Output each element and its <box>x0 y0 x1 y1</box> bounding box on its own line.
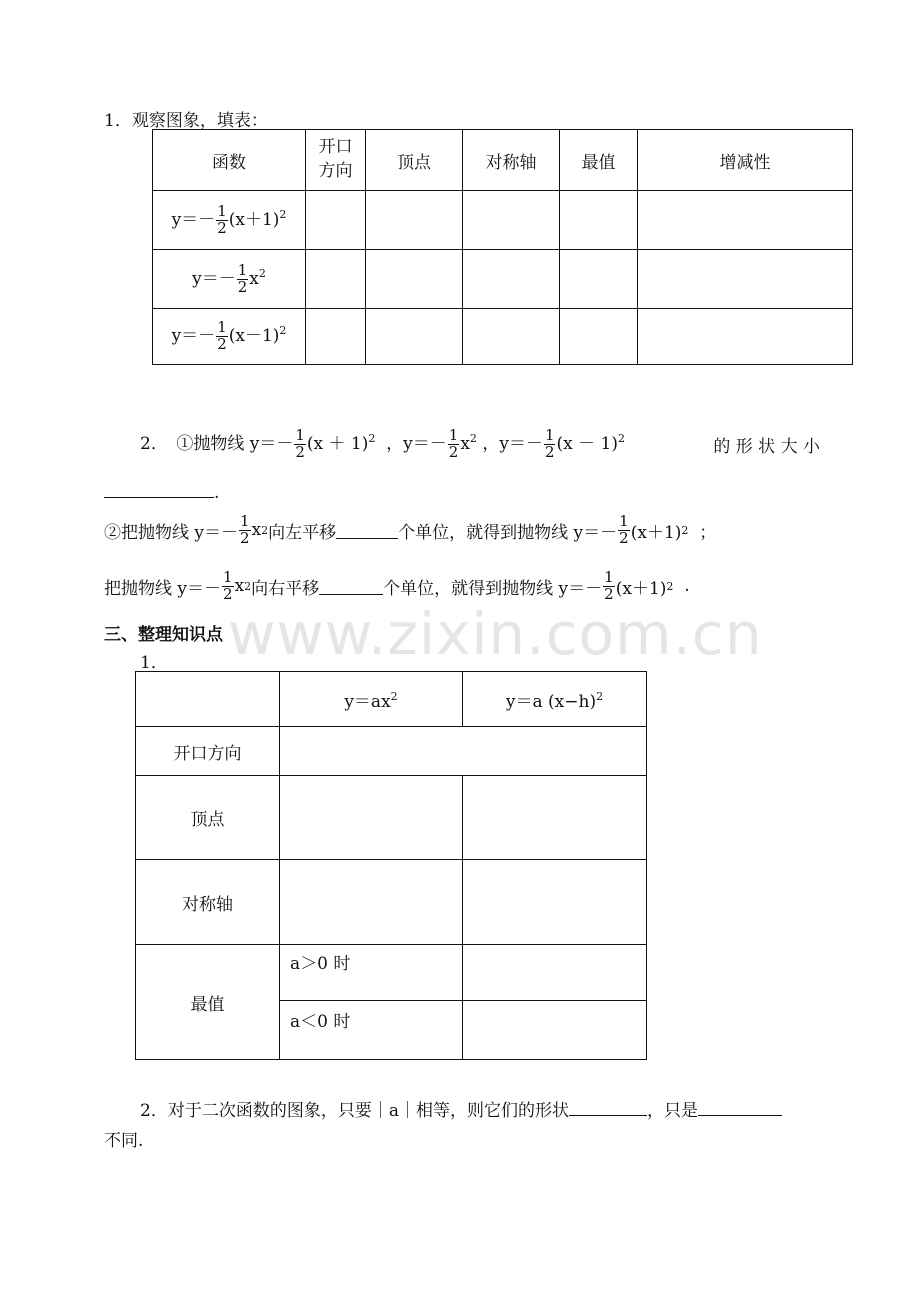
row-label-vertex: 顶点 <box>136 776 280 860</box>
a-positive-label: a＞0 时 <box>280 945 463 1001</box>
table-row <box>136 945 647 1001</box>
q2-line4: 把抛物线 y＝－ $\frac{1}{2}$ x 2 向右平移 个单位，就得到抛物线 y＝－ $\frac{1}{2}$ (x＋1) 2 . <box>104 568 690 603</box>
table-row <box>153 250 853 309</box>
q1-header-row <box>153 130 853 191</box>
a-negative-label: a＜0 时 <box>280 1001 463 1060</box>
table-row <box>153 191 853 250</box>
table-row <box>136 776 647 860</box>
header-axis: 对称轴 <box>463 130 560 191</box>
header-monotonicity: 增减性 <box>638 130 853 191</box>
knowledge-table <box>135 671 647 1060</box>
fraction: $\frac{1}{2}$ <box>295 426 305 461</box>
fraction: $\frac{1}{2}$ <box>217 201 227 237</box>
fraction: $\frac{1}{2}$ <box>544 426 555 461</box>
header-extreme: 最值 <box>560 130 638 191</box>
function-cell: y＝－ $\frac{1}{2}$ $x^2$ <box>153 250 306 309</box>
function-cell: y＝－ $\frac{1}{2}$ $(x-1)^2$ <box>153 309 306 365</box>
answer-blank[interactable] <box>336 521 398 539</box>
answer-blank[interactable] <box>698 1098 782 1116</box>
table-row <box>153 309 853 365</box>
section-item-number: 1． <box>140 653 168 673</box>
row-label-extreme: 最值 <box>136 945 280 1060</box>
fraction: $\frac{1}{2}$ <box>448 426 459 461</box>
q2-line2: . <box>104 480 219 503</box>
q2-line1: 2． ①抛物线 y＝－ $\frac{1}{2}$ $(x + 1)^2$ ，y＝－ $\frac{1}{2}$ $x^2$ ，y＝－ $\frac{1}{2}$ $(x - 1)^2$ 的 形 状 大 小 <box>140 426 820 461</box>
fraction: $\frac{1}{2}$ <box>604 568 614 603</box>
fraction: $\frac{1}{2}$ <box>240 512 250 547</box>
row-label-open-direction: 开口方向 <box>136 727 280 776</box>
header-function: 函数 <box>153 130 306 191</box>
q1-table <box>152 129 853 365</box>
answer-blank[interactable] <box>319 577 383 595</box>
q1-heading: 1．观察图象，填表： <box>104 111 268 131</box>
function-cell: y＝－ $\frac{1}{2}$ $(x+1)^2$ <box>153 191 306 250</box>
table-row <box>136 860 647 945</box>
col-vertex-form-2: y＝a $(x-h)^2$ <box>463 672 647 727</box>
watermark: www.zixin.com.cn <box>228 600 763 668</box>
final-question-line1: 2．对于二次函数的图象，只要｜a｜相等，则它们的形状 ，只是 <box>140 1096 782 1121</box>
row-label-axis: 对称轴 <box>136 860 280 945</box>
fraction: $\frac{1}{2}$ <box>237 260 248 296</box>
answer-blank[interactable] <box>569 1098 647 1116</box>
table-row <box>136 672 647 727</box>
q2-line3: ②把抛物线 y＝－ $\frac{1}{2}$ x 2 向左平移 个单位，就得到抛物线 y＝－ $\frac{1}{2}$ (x＋1) 2 ； <box>104 512 717 547</box>
fraction: $\frac{1}{2}$ <box>217 318 227 353</box>
col-vertex-form-1: $y=ax^2$ <box>280 672 463 727</box>
header-open-direction: 开口 方向 <box>306 130 366 191</box>
final-question-line2: 不同. <box>104 1131 144 1151</box>
header-vertex: 顶点 <box>366 130 463 191</box>
answer-blank[interactable] <box>104 480 214 498</box>
fraction: $\frac{1}{2}$ <box>619 512 629 547</box>
table-row <box>136 727 647 776</box>
fraction: $\frac{1}{2}$ <box>223 568 233 603</box>
section-title: 三、整理知识点 <box>104 625 223 645</box>
